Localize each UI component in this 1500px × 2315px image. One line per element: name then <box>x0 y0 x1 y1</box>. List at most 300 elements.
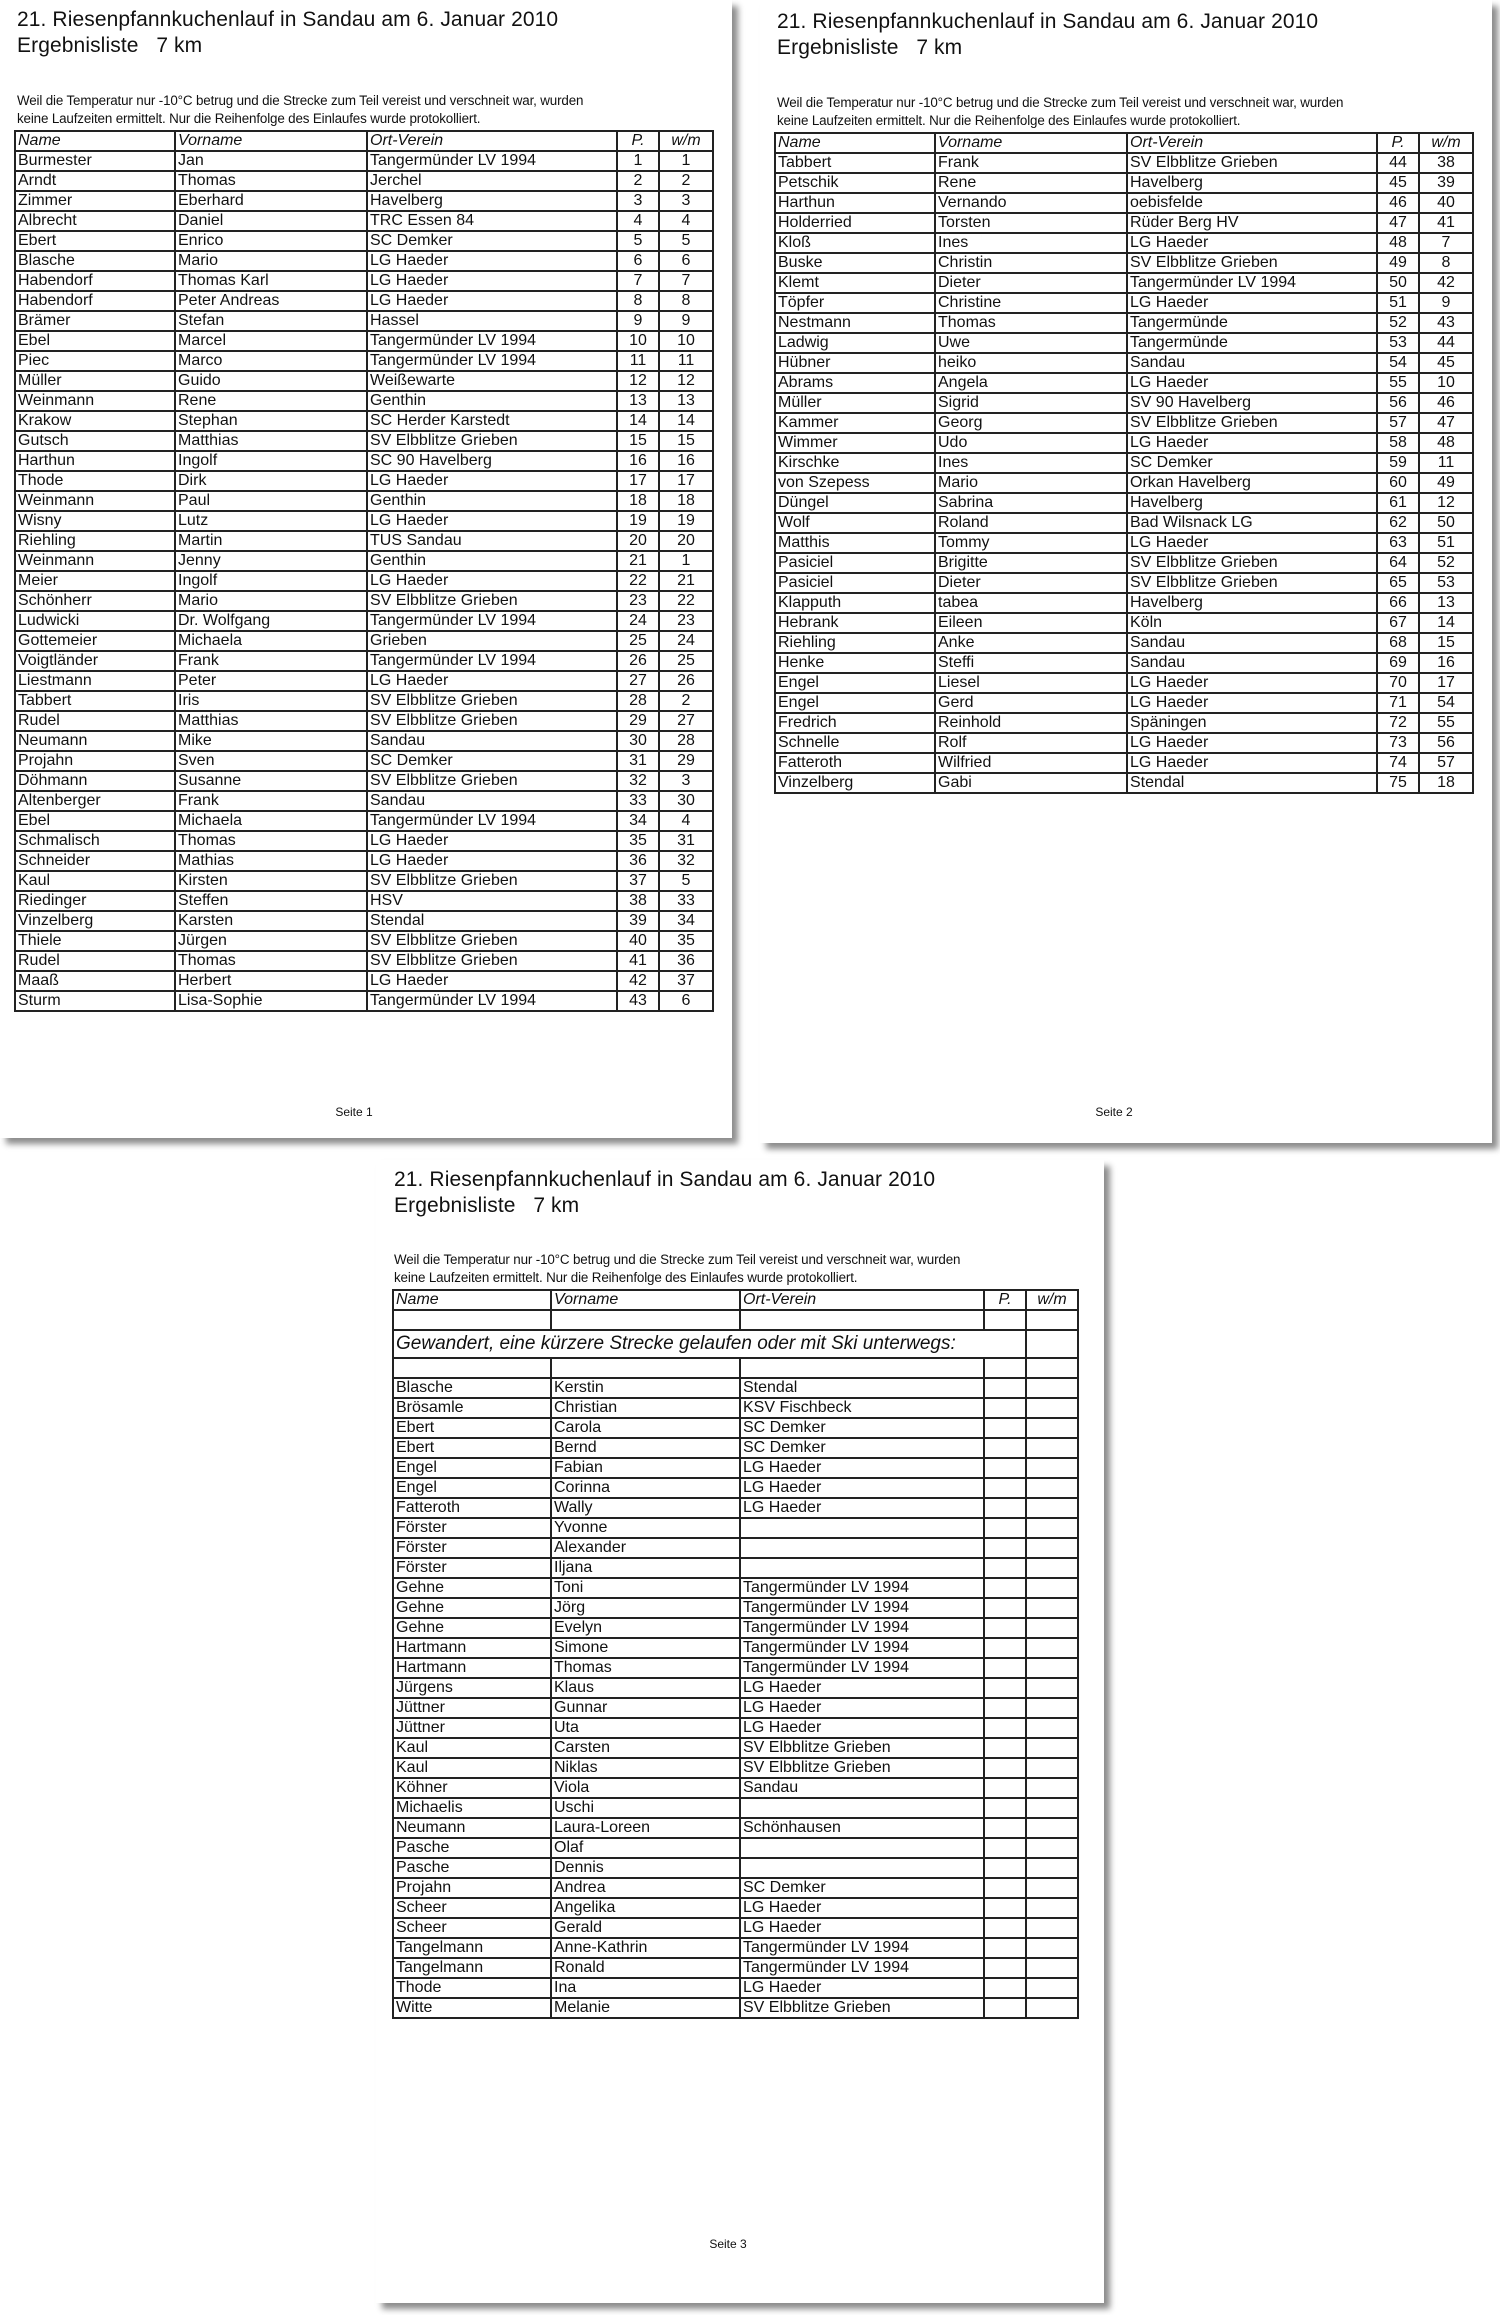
cell-place <box>984 1958 1026 1978</box>
cell-place: 48 <box>1377 233 1419 253</box>
cell-ort-verein: SV Elbblitze Grieben <box>1127 413 1377 433</box>
cell-vorname: Peter <box>175 671 367 691</box>
cell-vorname: Melanie <box>551 1998 740 2018</box>
cell-ort-verein: SC Demker <box>740 1418 984 1438</box>
cell-gender-rank <box>1026 1458 1078 1478</box>
cell-gender-rank <box>1026 1978 1078 1998</box>
cell-name: Projahn <box>15 751 175 771</box>
cell-vorname: Frank <box>935 153 1127 173</box>
table-row <box>775 753 1473 773</box>
cell-name: Pasche <box>393 1838 551 1858</box>
cell-gender-rank: 18 <box>1419 773 1473 793</box>
cell-vorname: Thomas <box>175 951 367 971</box>
cell-name: Schnelle <box>775 733 935 753</box>
cell-place: 25 <box>617 631 659 651</box>
cell-place: 44 <box>1377 153 1419 173</box>
cell-ort-verein: Tangermünder LV 1994 <box>367 331 617 351</box>
cell-place: 72 <box>1377 713 1419 733</box>
cell-place: 2 <box>617 171 659 191</box>
cell-place: 9 <box>617 311 659 331</box>
cell-name: Hübner <box>775 353 935 373</box>
cell-vorname: Gabi <box>935 773 1127 793</box>
cell-name: Wolf <box>775 513 935 533</box>
cell-gender-rank: 18 <box>659 491 713 511</box>
cell-ort-verein: SV Elbblitze Grieben <box>367 871 617 891</box>
table-row <box>775 533 1473 553</box>
table-row <box>15 311 713 331</box>
cell-place <box>984 1798 1026 1818</box>
cell-name: Förster <box>393 1518 551 1538</box>
cell-place <box>984 1758 1026 1778</box>
cell-vorname: Wally <box>551 1498 740 1518</box>
cell-gender-rank <box>1026 1858 1078 1878</box>
cell-ort-verein: LG Haeder <box>740 1718 984 1738</box>
table-row <box>15 291 713 311</box>
cell-ort-verein: SC Demker <box>367 751 617 771</box>
cell-name: Schneider <box>15 851 175 871</box>
cell-name: Harthun <box>15 451 175 471</box>
cell-name: Förster <box>393 1558 551 1578</box>
table-row <box>393 1958 1078 1978</box>
cell-name: Kaul <box>393 1738 551 1758</box>
cell-gender-rank: 40 <box>1419 193 1473 213</box>
cell-place: 75 <box>1377 773 1419 793</box>
cell-ort-verein: SV Elbblitze Grieben <box>367 591 617 611</box>
cell-gender-rank: 28 <box>659 731 713 751</box>
cell-ort-verein: SC Demker <box>740 1878 984 1898</box>
cell-ort-verein <box>740 1798 984 1818</box>
cell-name: Engel <box>393 1478 551 1498</box>
cell-place <box>984 1558 1026 1578</box>
cell-name: Töpfer <box>775 293 935 313</box>
cell-vorname: Iris <box>175 691 367 711</box>
cell-place: 51 <box>1377 293 1419 313</box>
cell-place: 26 <box>617 651 659 671</box>
cell-ort-verein: Tangermünder LV 1994 <box>740 1938 984 1958</box>
cell-ort-verein: LG Haeder <box>367 671 617 691</box>
cell-name: Engel <box>775 693 935 713</box>
cell-ort-verein: LG Haeder <box>740 1918 984 1938</box>
cell-gender-rank: 50 <box>1419 513 1473 533</box>
cell-name: Holderried <box>775 213 935 233</box>
cell-name: Kammer <box>775 413 935 433</box>
table-row <box>775 373 1473 393</box>
cell-place: 37 <box>617 871 659 891</box>
cell-vorname: Thomas <box>175 171 367 191</box>
cell-gender-rank <box>1026 1478 1078 1498</box>
cell-gender-rank: 27 <box>659 711 713 731</box>
table-row <box>15 491 713 511</box>
cell-ort-verein: Tangermünder LV 1994 <box>740 1658 984 1678</box>
cell-name: Thode <box>15 471 175 491</box>
cell-name: Kaul <box>15 871 175 891</box>
cell-ort-verein: Sandau <box>1127 633 1377 653</box>
cell-place: 71 <box>1377 693 1419 713</box>
cell-gender-rank: 7 <box>1419 233 1473 253</box>
cell-vorname: Angelika <box>551 1898 740 1918</box>
cell-vorname: Paul <box>175 491 367 511</box>
cell-name: Tangelmann <box>393 1938 551 1958</box>
cell-place <box>984 1858 1026 1878</box>
table-row <box>393 1978 1078 1998</box>
cell-name: Maaß <box>15 971 175 991</box>
cell-ort-verein: LG Haeder <box>740 1978 984 1998</box>
cell-vorname: Mario <box>175 251 367 271</box>
cell-name: Klapputh <box>775 593 935 613</box>
table-row <box>393 1798 1078 1818</box>
cell-place: 67 <box>1377 613 1419 633</box>
table-row <box>393 1898 1078 1918</box>
cell-gender-rank: 11 <box>659 351 713 371</box>
table-row <box>15 331 713 351</box>
cell-ort-verein: LG Haeder <box>740 1478 984 1498</box>
cell-place <box>984 1738 1026 1758</box>
cell-vorname: Dr. Wolfgang <box>175 611 367 631</box>
table-row <box>775 313 1473 333</box>
cell-gender-rank: 4 <box>659 811 713 831</box>
table-row <box>393 1938 1078 1958</box>
cell-name: Müller <box>15 371 175 391</box>
table-row <box>393 1578 1078 1598</box>
cell-gender-rank <box>1026 1638 1078 1658</box>
table-row <box>393 1678 1078 1698</box>
table-row <box>775 633 1473 653</box>
cell-ort-verein: Tangermünder LV 1994 <box>367 151 617 171</box>
cell-vorname: Christian <box>551 1398 740 1418</box>
table-row <box>15 971 713 991</box>
cell-gender-rank: 33 <box>659 891 713 911</box>
temperature-note <box>17 92 583 128</box>
table-row <box>15 671 713 691</box>
cell-place <box>984 1518 1026 1538</box>
header-name: Name <box>393 1290 551 1310</box>
cell-place: 35 <box>617 831 659 851</box>
cell-name: Weinmann <box>15 491 175 511</box>
cell-place: 65 <box>1377 573 1419 593</box>
cell-vorname: Frank <box>175 651 367 671</box>
title-line-2: Ergebnisliste 7 km <box>394 1194 580 1217</box>
header-vorname: Vorname <box>551 1290 740 1310</box>
cell-name: Tangelmann <box>393 1958 551 1978</box>
cell-gender-rank <box>1026 1738 1078 1758</box>
cell-place: 69 <box>1377 653 1419 673</box>
cell-place: 31 <box>617 751 659 771</box>
document-title <box>777 9 1318 61</box>
cell-ort-verein: SV Elbblitze Grieben <box>740 1758 984 1778</box>
cell-vorname: Dieter <box>935 273 1127 293</box>
cell-vorname: Roland <box>935 513 1127 533</box>
cell-gender-rank: 6 <box>659 991 713 1011</box>
cell-vorname: Mathias <box>175 851 367 871</box>
cell-gender-rank: 15 <box>659 431 713 451</box>
table-row <box>15 171 713 191</box>
cell-place <box>984 1498 1026 1518</box>
temperature-note <box>777 94 1343 130</box>
table-row <box>775 453 1473 473</box>
cell-vorname: Christine <box>935 293 1127 313</box>
cell-vorname: Liesel <box>935 673 1127 693</box>
table-row <box>775 253 1473 273</box>
cell-vorname: Rene <box>175 391 367 411</box>
cell-name: Piec <box>15 351 175 371</box>
cell-place: 73 <box>1377 733 1419 753</box>
cell-vorname: Mario <box>175 591 367 611</box>
cell-name: Kaul <box>393 1758 551 1778</box>
cell-name: Fatteroth <box>393 1498 551 1518</box>
cell-gender-rank <box>1026 1418 1078 1438</box>
cell-gender-rank: 12 <box>659 371 713 391</box>
table-row <box>393 1918 1078 1938</box>
cell-vorname: Dennis <box>551 1858 740 1878</box>
cell-name: Henke <box>775 653 935 673</box>
cell-place: 16 <box>617 451 659 471</box>
cell-place <box>984 1998 1026 2018</box>
header-ort-verein: Ort-Verein <box>740 1290 984 1310</box>
cell-name: Blasche <box>393 1378 551 1398</box>
cell-name: Neumann <box>393 1818 551 1838</box>
table-row <box>393 1778 1078 1798</box>
table-body <box>775 153 1473 793</box>
cell-name: Brämer <box>15 311 175 331</box>
table-row <box>775 693 1473 713</box>
table-row <box>15 911 713 931</box>
cell-ort-verein: Tangermünde <box>1127 313 1377 333</box>
cell-place: 13 <box>617 391 659 411</box>
cell-vorname: Gerald <box>551 1918 740 1938</box>
cell-gender-rank: 41 <box>1419 213 1473 233</box>
cell-place <box>984 1898 1026 1918</box>
cell-place: 23 <box>617 591 659 611</box>
cell-gender-rank: 34 <box>659 911 713 931</box>
cell-gender-rank: 1 <box>659 151 713 171</box>
cell-place: 39 <box>617 911 659 931</box>
cell-gender-rank: 3 <box>659 191 713 211</box>
cell-name: Abrams <box>775 373 935 393</box>
table-row <box>775 713 1473 733</box>
page-2 <box>760 0 1492 1143</box>
cell-vorname: Olaf <box>551 1838 740 1858</box>
cell-gender-rank: 10 <box>1419 373 1473 393</box>
table-row <box>15 591 713 611</box>
cell-place: 36 <box>617 851 659 871</box>
cell-ort-verein: Tangermünder LV 1994 <box>367 611 617 631</box>
cell-place: 45 <box>1377 173 1419 193</box>
cell-gender-rank <box>1026 1498 1078 1518</box>
cell-place: 70 <box>1377 673 1419 693</box>
cell-ort-verein: LG Haeder <box>367 471 617 491</box>
cell-vorname: Iljana <box>551 1558 740 1578</box>
table-row <box>15 751 713 771</box>
cell-name: Pasiciel <box>775 553 935 573</box>
cell-vorname: Corinna <box>551 1478 740 1498</box>
cell-ort-verein: Tangermünder LV 1994 <box>740 1958 984 1978</box>
table-row <box>15 851 713 871</box>
table-row <box>15 711 713 731</box>
cell-name: Thiele <box>15 931 175 951</box>
cell-name: Zimmer <box>15 191 175 211</box>
cell-gender-rank: 43 <box>1419 313 1473 333</box>
cell-vorname: Klaus <box>551 1678 740 1698</box>
table-row <box>393 1738 1078 1758</box>
table-row <box>15 191 713 211</box>
cell-place <box>984 1938 1026 1958</box>
cell-place: 6 <box>617 251 659 271</box>
cell-place: 27 <box>617 671 659 691</box>
cell-name: Rudel <box>15 711 175 731</box>
cell-vorname: Sigrid <box>935 393 1127 413</box>
empty-row <box>393 1310 1078 1330</box>
cell-name: Ebel <box>15 331 175 351</box>
header-vorname: Vorname <box>935 133 1127 153</box>
header-ort-verein: Ort-Verein <box>367 131 617 151</box>
cell-ort-verein: Genthin <box>367 551 617 571</box>
cell-ort-verein: Sandau <box>740 1778 984 1798</box>
table-row <box>393 1838 1078 1858</box>
cell-vorname: Torsten <box>935 213 1127 233</box>
cell-gender-rank: 51 <box>1419 533 1473 553</box>
table-row <box>775 213 1473 233</box>
header-gender-rank: w/m <box>1419 133 1473 153</box>
cell-name: Ludwicki <box>15 611 175 631</box>
title-line-1: 21. Riesenpfannkuchenlauf in Sandau am 6. Januar 2010 <box>777 10 1319 33</box>
cell-vorname: Peter Andreas <box>175 291 367 311</box>
cell-vorname: Ronald <box>551 1958 740 1978</box>
cell-gender-rank: 46 <box>1419 393 1473 413</box>
cell-gender-rank: 14 <box>1419 613 1473 633</box>
cell-name: Hartmann <box>393 1638 551 1658</box>
cell-vorname: Marco <box>175 351 367 371</box>
cell-place: 22 <box>617 571 659 591</box>
note-line-2: keine Laufzeiten ermittelt. Nur die Reihenfolge des Einlaufes wurde protokolliert. <box>17 111 481 126</box>
cell-place: 59 <box>1377 453 1419 473</box>
cell-gender-rank: 48 <box>1419 433 1473 453</box>
cell-ort-verein <box>740 1558 984 1578</box>
cell-place: 20 <box>617 531 659 551</box>
cell-ort-verein: Bad Wilsnack LG <box>1127 513 1377 533</box>
cell-ort-verein: LG Haeder <box>367 851 617 871</box>
cell-vorname: Herbert <box>175 971 367 991</box>
cell-ort-verein: SV Elbblitze Grieben <box>367 771 617 791</box>
cell-name: Weinmann <box>15 551 175 571</box>
cell-gender-rank: 1 <box>659 551 713 571</box>
cell-name: Gehne <box>393 1618 551 1638</box>
cell-gender-rank: 30 <box>659 791 713 811</box>
cell-gender-rank: 19 <box>659 511 713 531</box>
cell-gender-rank <box>1026 1898 1078 1918</box>
cell-place: 46 <box>1377 193 1419 213</box>
cell-vorname: Ines <box>935 233 1127 253</box>
cell-gender-rank <box>1026 1718 1078 1738</box>
table-row <box>393 1698 1078 1718</box>
cell-gender-rank: 56 <box>1419 733 1473 753</box>
cell-name: Habendorf <box>15 271 175 291</box>
cell-ort-verein: SV Elbblitze Grieben <box>1127 153 1377 173</box>
cell-ort-verein: Grieben <box>367 631 617 651</box>
cell-ort-verein: LG Haeder <box>740 1458 984 1478</box>
cell-place: 43 <box>617 991 659 1011</box>
table-row <box>15 231 713 251</box>
cell-vorname: Michaela <box>175 811 367 831</box>
cell-gender-rank: 42 <box>1419 273 1473 293</box>
header-place: P. <box>617 131 659 151</box>
cell-gender-rank: 39 <box>1419 173 1473 193</box>
cell-name: Engel <box>775 673 935 693</box>
cell-ort-verein: LG Haeder <box>367 571 617 591</box>
table-row <box>15 551 713 571</box>
cell-vorname: Rolf <box>935 733 1127 753</box>
cell-vorname: Anke <box>935 633 1127 653</box>
cell-ort-verein: Tangermünder LV 1994 <box>740 1618 984 1638</box>
cell-name: Hebrank <box>775 613 935 633</box>
cell-name: Voigtländer <box>15 651 175 671</box>
table-row <box>15 651 713 671</box>
table-row <box>393 1398 1078 1418</box>
cell-place: 12 <box>617 371 659 391</box>
cell-vorname: Lisa-Sophie <box>175 991 367 1011</box>
table-row <box>15 251 713 271</box>
table-row <box>15 811 713 831</box>
cell-place: 21 <box>617 551 659 571</box>
header-gender-rank: w/m <box>659 131 713 151</box>
table-row <box>15 471 713 491</box>
cell-ort-verein: SC Demker <box>367 231 617 251</box>
table-row <box>775 273 1473 293</box>
cell-vorname: Jan <box>175 151 367 171</box>
cell-gender-rank <box>1026 1658 1078 1678</box>
page-3 <box>376 1160 1104 2303</box>
cell-gender-rank <box>1026 1598 1078 1618</box>
cell-gender-rank <box>1026 1618 1078 1638</box>
table-row <box>775 413 1473 433</box>
cell-gender-rank: 5 <box>659 871 713 891</box>
cell-vorname: Wilfried <box>935 753 1127 773</box>
cell-gender-rank: 38 <box>1419 153 1473 173</box>
cell-place: 66 <box>1377 593 1419 613</box>
empty-row <box>393 1358 1078 1378</box>
cell-vorname: Susanne <box>175 771 367 791</box>
table-row <box>393 1518 1078 1538</box>
cell-vorname: Reinhold <box>935 713 1127 733</box>
cell-place <box>984 1658 1026 1678</box>
cell-vorname: Carola <box>551 1418 740 1438</box>
cell-ort-verein: Sandau <box>367 731 617 751</box>
cell-gender-rank: 13 <box>1419 593 1473 613</box>
cell-ort-verein: Tangermünder LV 1994 <box>367 991 617 1011</box>
cell-name: Scheer <box>393 1898 551 1918</box>
table-row <box>15 411 713 431</box>
cell-gender-rank <box>1026 1818 1078 1838</box>
cell-name: Blasche <box>15 251 175 271</box>
cell-place <box>984 1438 1026 1458</box>
cell-vorname: Alexander <box>551 1538 740 1558</box>
cell-ort-verein: TUS Sandau <box>367 531 617 551</box>
cell-gender-rank <box>1026 1938 1078 1958</box>
cell-place: 19 <box>617 511 659 531</box>
table-row <box>775 333 1473 353</box>
cell-ort-verein: LG Haeder <box>740 1498 984 1518</box>
table-row <box>393 1658 1078 1678</box>
cell-ort-verein: SV Elbblitze Grieben <box>367 711 617 731</box>
cell-gender-rank: 12 <box>1419 493 1473 513</box>
table-row <box>775 473 1473 493</box>
cell-vorname: Andrea <box>551 1878 740 1898</box>
table-row <box>393 1818 1078 1838</box>
cell-gender-rank: 14 <box>659 411 713 431</box>
cell-gender-rank: 16 <box>1419 653 1473 673</box>
cell-name: Düngel <box>775 493 935 513</box>
cell-gender-rank: 49 <box>1419 473 1473 493</box>
cell-place <box>984 1838 1026 1858</box>
